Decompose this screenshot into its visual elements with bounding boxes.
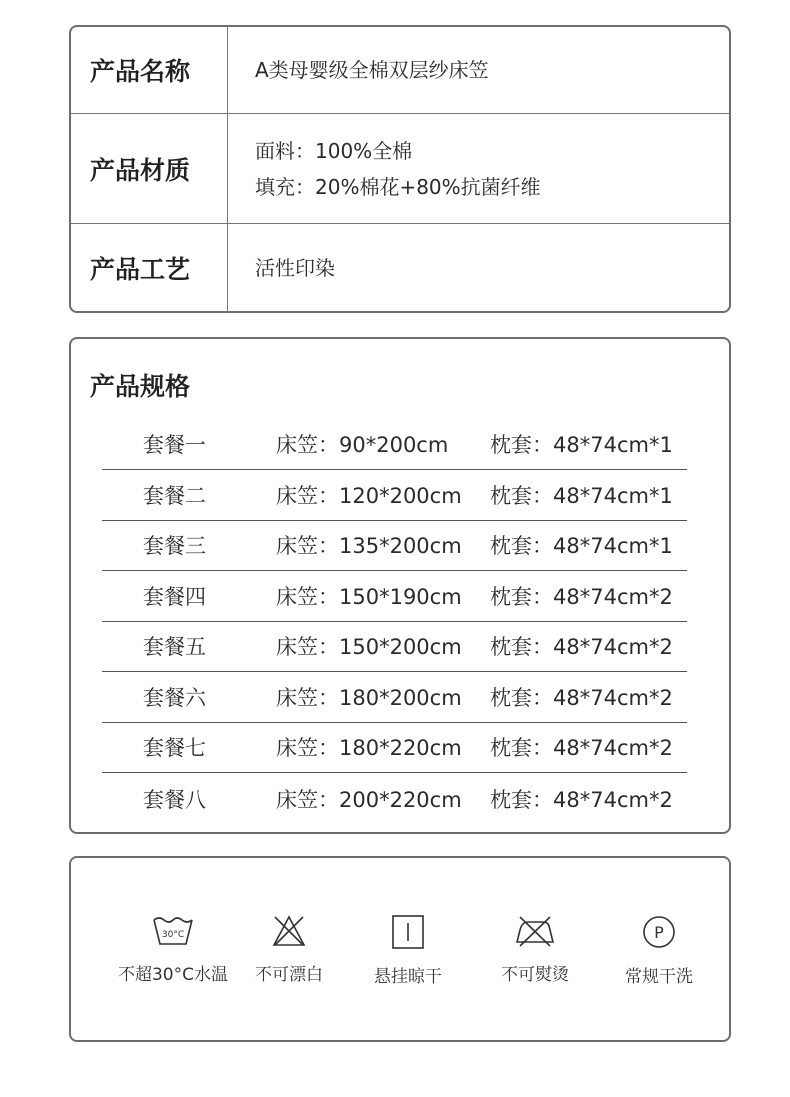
info-value-line: A类母婴级全棉双层纱床笠 xyxy=(255,58,489,82)
spec-sheet: 床笠：120*200cm xyxy=(276,484,462,508)
dry-clean-p-icon xyxy=(641,914,677,950)
spec-row xyxy=(102,419,687,470)
spec-pillow: 枕套：48*74cm*2 xyxy=(490,686,673,710)
specs-title: 产品规格 xyxy=(90,372,191,401)
spec-pillow: 枕套：48*74cm*2 xyxy=(490,585,673,609)
spec-pillow: 枕套：48*74cm*2 xyxy=(490,787,673,812)
care-label: 不超30°C水温 xyxy=(117,965,228,985)
info-value xyxy=(228,224,729,311)
care-label: 不可漂白 xyxy=(255,965,323,985)
spec-row xyxy=(102,470,687,521)
care-label: 常规干洗 xyxy=(625,967,693,987)
spec-pillow: 枕套：48*74cm*2 xyxy=(490,736,673,760)
info-value xyxy=(228,114,729,223)
spec-package: 套餐四 xyxy=(143,585,206,609)
no-iron-icon xyxy=(514,914,556,948)
spec-sheet: 床笠：150*190cm xyxy=(276,585,462,609)
spec-sheet: 床笠：200*220cm xyxy=(276,787,462,812)
spec-pillow: 枕套：48*74cm*1 xyxy=(490,484,673,508)
spec-package: 套餐三 xyxy=(143,534,206,558)
spec-sheet: 床笠：135*200cm xyxy=(276,534,462,558)
spec-row xyxy=(102,672,687,723)
info-value-line: 活性印染 xyxy=(255,255,335,280)
care-item-dry xyxy=(338,914,478,987)
spec-package: 套餐七 xyxy=(143,736,206,760)
no-bleach-icon xyxy=(271,914,307,948)
spec-package: 套餐五 xyxy=(143,635,206,659)
spec-row xyxy=(102,571,687,622)
wash-temp-text: 30°C xyxy=(161,930,185,940)
spec-package: 套餐一 xyxy=(143,433,206,457)
spec-row xyxy=(102,773,687,824)
spec-row xyxy=(102,520,687,571)
product-specs-card xyxy=(69,337,731,834)
spec-sheet: 床笠：150*200cm xyxy=(276,635,462,659)
info-row-craft xyxy=(71,224,729,311)
spec-sheet: 床笠：90*200cm xyxy=(276,433,449,457)
spec-row xyxy=(102,621,687,672)
dry-clean-letter: P xyxy=(654,923,664,942)
info-value xyxy=(228,27,729,113)
care-item-iron xyxy=(465,914,605,985)
care-label: 悬挂晾干 xyxy=(374,967,442,987)
care-item-dryclean xyxy=(589,914,729,987)
spec-package: 套餐二 xyxy=(143,484,206,508)
wash-30-icon xyxy=(151,914,195,948)
spec-package: 套餐六 xyxy=(143,686,206,710)
spec-row xyxy=(102,722,687,773)
spec-package: 套餐八 xyxy=(143,787,206,812)
info-row-name xyxy=(71,27,729,113)
info-label: 产品名称 xyxy=(71,27,228,113)
spec-pillow: 枕套：48*74cm*2 xyxy=(490,635,673,659)
spec-sheet: 床笠：180*220cm xyxy=(276,736,462,760)
spec-sheet: 床笠：180*200cm xyxy=(276,686,462,710)
care-instructions-card xyxy=(69,856,731,1042)
info-value-line: 填充：20%棉花+80%抗菌纤维 xyxy=(255,174,541,199)
info-row-material xyxy=(71,114,729,223)
product-info-card xyxy=(69,25,731,313)
line-dry-icon xyxy=(390,914,426,950)
info-value-line: 面料：100%全棉 xyxy=(255,138,413,163)
spec-pillow: 枕套：48*74cm*1 xyxy=(490,433,673,457)
info-label: 产品材质 xyxy=(71,114,228,223)
info-label: 产品工艺 xyxy=(71,224,228,311)
spec-pillow: 枕套：48*74cm*1 xyxy=(490,534,673,558)
care-label: 不可熨烫 xyxy=(501,965,569,985)
